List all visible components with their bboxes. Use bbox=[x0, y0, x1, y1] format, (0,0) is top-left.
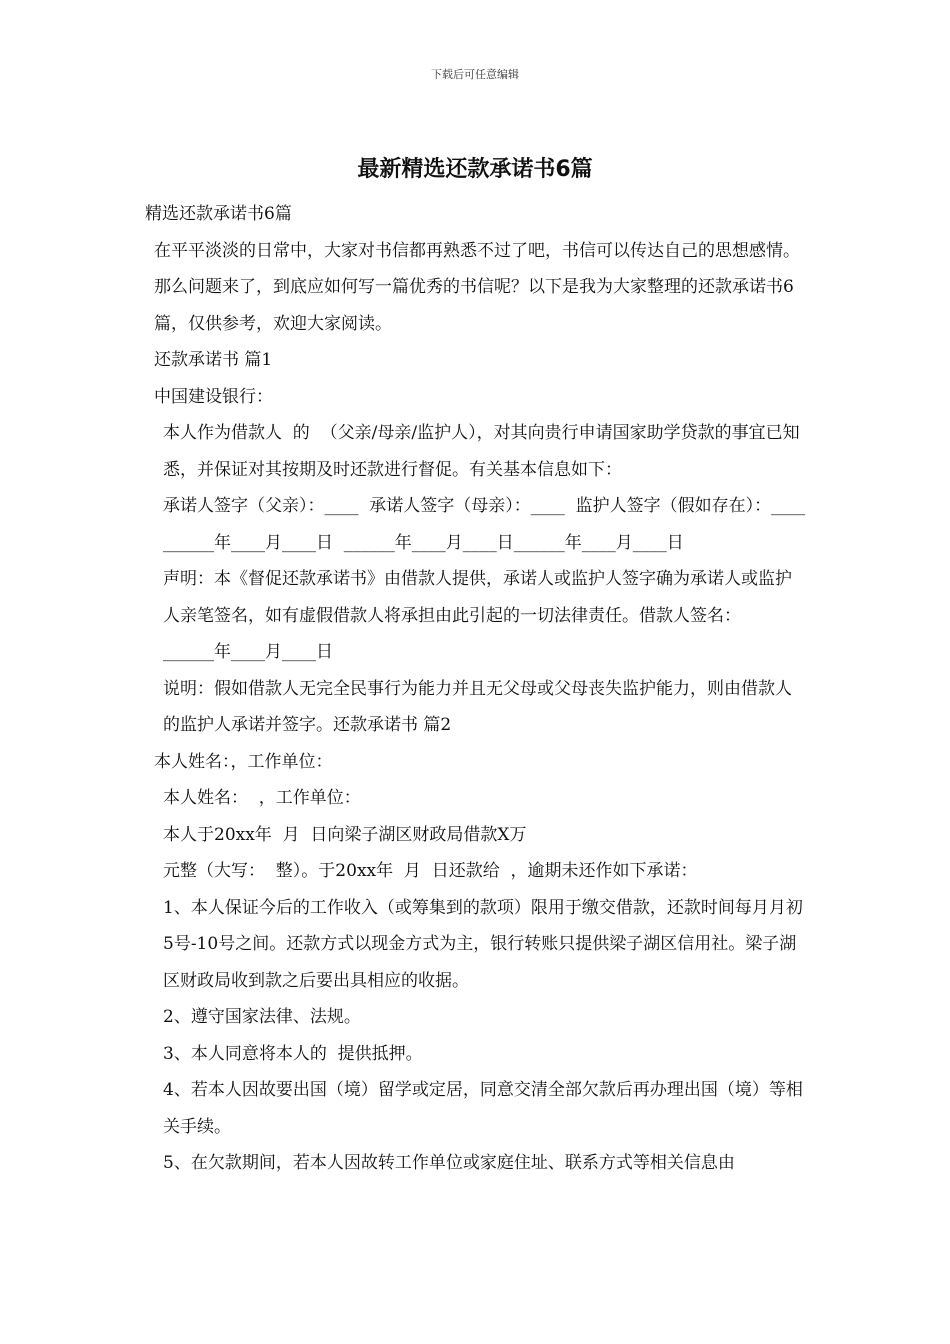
list-item: 3、本人同意将本人的 提供抵押。 bbox=[163, 1043, 423, 1064]
header-note: 下载后可任意编辑 bbox=[431, 68, 519, 81]
date-line: ______年____月____日 bbox=[163, 642, 333, 662]
declaration-paragraph: 声明：本《督促还款承诺书》由借款人提供，承诺人或监护人签字确为承诺人或监护人亲笔签名，如有虚假借款人将承担由此引起的一切法律责任。借款人签名： bbox=[163, 569, 792, 626]
list-item: 4、若本人因故要出国（境）留学或定居，同意交清全部欠款后再办理出国（境）等相关手续。 bbox=[163, 1080, 803, 1137]
document-title: 最新精选还款承诺书6篇 bbox=[357, 157, 593, 182]
subtitle-paragraph: 精选还款承诺书6篇 bbox=[145, 204, 292, 224]
body-paragraph: 本人于20xx年 月 日向梁子湖区财政局借款X万 bbox=[163, 824, 527, 845]
list-item: 1、本人保证今后的工作收入（或筹集到的款项）限用于缴交借款，还款时间每月月初5号-10号之间。还款方式以现金方式为主，银行转账只提供梁子湖区信用社。梁子湖区财政局收到款之后要出具相应的收据。 bbox=[163, 897, 803, 991]
date-line: ______年____月____日 ______年____月____日______年____月____日 bbox=[163, 532, 684, 553]
note-paragraph: 说明：假如借款人无完全民事行为能力并且无父母或父母丧失监护能力，则由借款人的监护人承诺并签字。还款承诺书 篇2 bbox=[163, 678, 792, 735]
body-paragraph: 本人姓名：，工作单位： bbox=[154, 751, 333, 772]
list-item: 5、在欠款期间，若本人因故转工作单位或家庭住址、联系方式等相关信息由 bbox=[163, 1153, 735, 1173]
body-paragraph: 本人姓名： ，工作单位： bbox=[163, 788, 361, 808]
body-paragraph: 元整（大写： 整）。于20xx年 月 日还款给 ，逾期未还作如下承诺： bbox=[163, 861, 698, 881]
intro-paragraph: 在平平淡淡的日常中，大家对书信都再熟悉不过了吧，书信可以传达自己的思想感情。那么问题来了，到底应如何写一篇优秀的书信呢？以下是我为大家整理的还款承诺书6篇，仅供参考，欢迎大家阅读。 bbox=[154, 240, 800, 334]
signature-line: 承诺人签字（父亲）：____ 承诺人签字（母亲）：____ 监护人签字（假如存在）：____ bbox=[163, 496, 806, 516]
body-paragraph: 本人作为借款人 的 （父亲/母亲/监护人），对其向贵行申请国家助学贷款的事宜已知悉，并保证对其按期及时还款进行督促。有关基本信息如下： bbox=[163, 423, 800, 480]
document-body bbox=[145, 196, 807, 1182]
section-heading-1: 还款承诺书 篇1 bbox=[154, 350, 273, 370]
list-item: 2、遵守国家法律、法规。 bbox=[163, 1007, 361, 1027]
addressee: 中国建设银行： bbox=[154, 386, 273, 407]
